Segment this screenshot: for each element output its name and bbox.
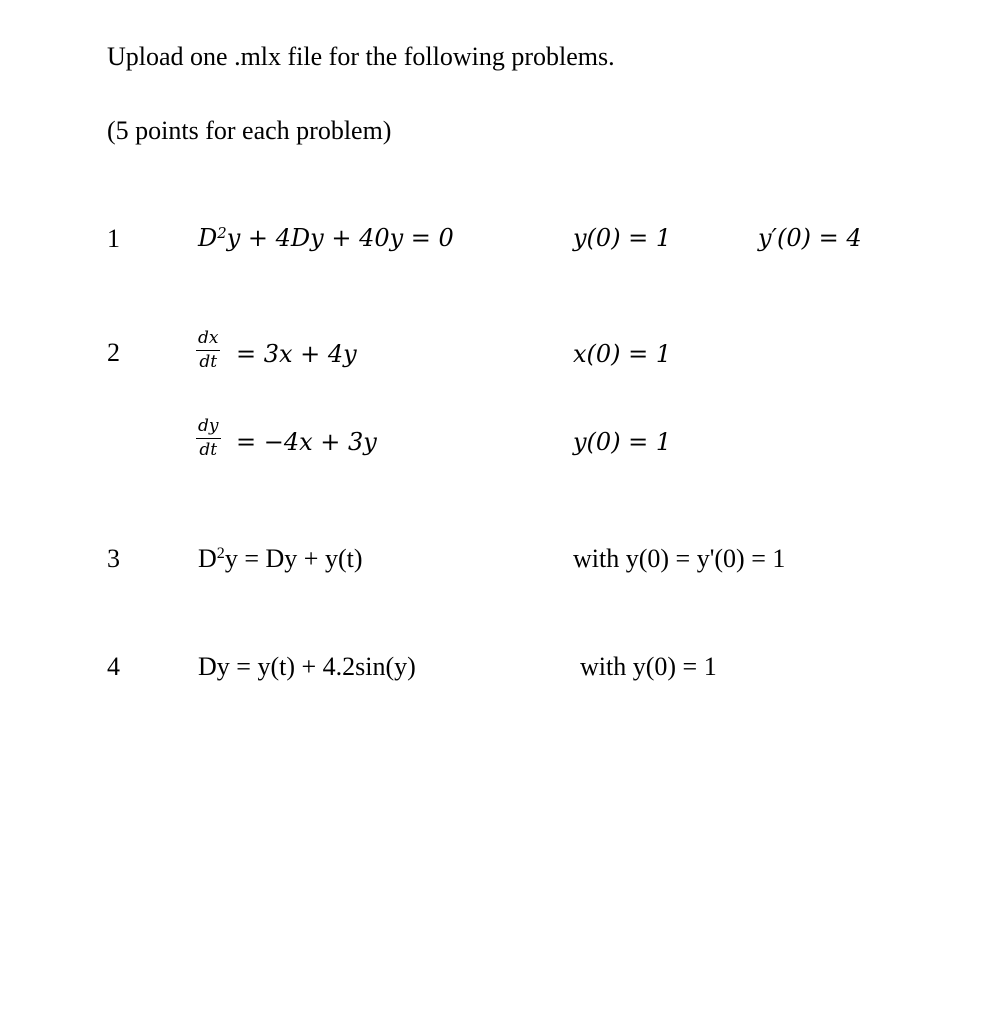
instructions-text: Upload one .mlx file for the following problems. [107, 42, 615, 71]
problem-1-equation: $D^2y + 4Dy + 40y = 0$ [198, 223, 454, 252]
problem-1-number: 1 [107, 224, 120, 253]
problem-2-fraction-dydt: $\frac{dy}{dt}$ [198, 416, 219, 460]
problem-2-fraction-dxdt: $\frac{dx}{dt}$ [198, 328, 219, 372]
problem-3-equation: $D^2y = Dy + y(t)$ [198, 544, 363, 573]
problem-4-condition: with y(0) = 1 [580, 652, 717, 681]
problem-2-condition-x0: x(0) = 1 [573, 340, 672, 368]
problem-1-condition-dy0: y′(0) = 4 [758, 224, 862, 252]
problem-2-number: 2 [107, 338, 120, 367]
problem-2-equation-2-rhs: = −4x + 3y [236, 428, 377, 456]
problem-2-equation-1-rhs: = 3x + 4y [236, 340, 357, 368]
problem-4-number: 4 [107, 652, 120, 681]
points-note: (5 points for each problem) [107, 116, 392, 145]
problem-2-condition-y0: y(0) = 1 [573, 428, 672, 456]
problem-1-condition-y0: y(0) = 1 [573, 224, 672, 252]
problem-3-number: 3 [107, 544, 120, 573]
problem-3-condition: with y(0) = y'(0) = 1 [573, 544, 786, 573]
problem-4-equation: Dy = y(t) + 4.2sin(y) [198, 652, 416, 681]
